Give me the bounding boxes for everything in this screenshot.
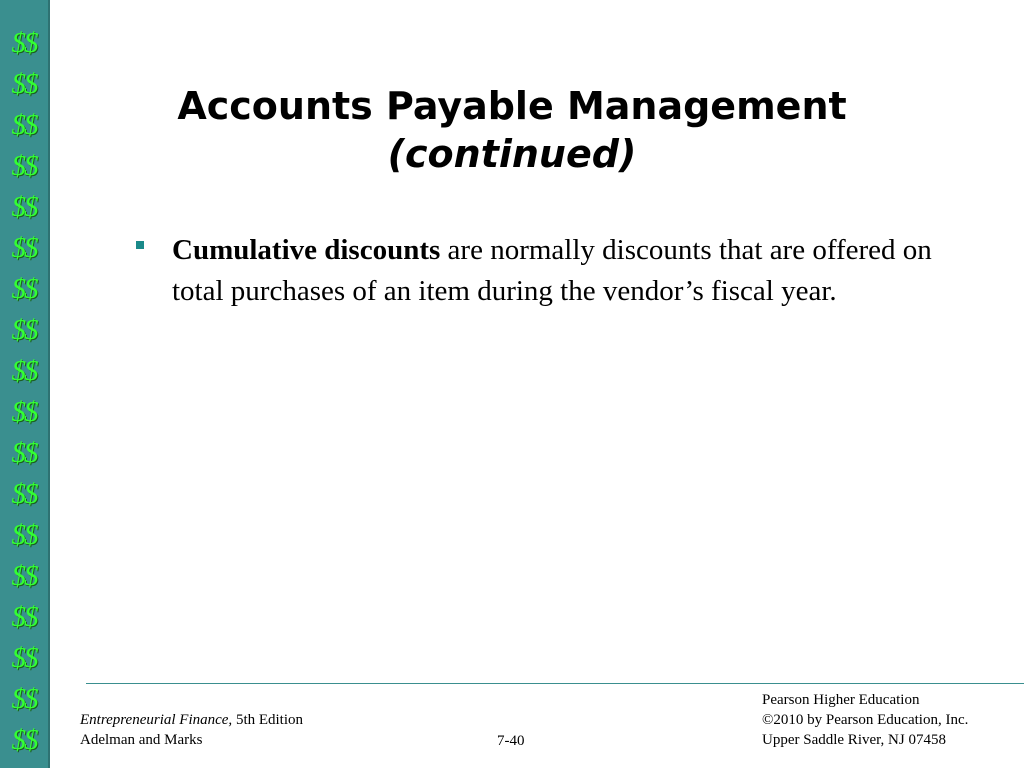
- page-number: 7-40: [497, 733, 525, 749]
- dollar-sign-glyph: $$: [11, 437, 37, 469]
- dollar-sign-glyph: $$: [11, 150, 37, 182]
- bullet-term: Cumulative discounts: [172, 234, 441, 266]
- dollar-sign-glyph: $$: [11, 601, 37, 633]
- publisher-address: Upper Saddle River, NJ 07458: [762, 732, 946, 748]
- square-bullet-icon: [136, 241, 144, 249]
- dollar-sign-glyph: $$: [11, 560, 37, 592]
- publisher-name: Pearson Higher Education: [762, 692, 920, 708]
- dollar-sign-glyph: $$: [11, 683, 37, 715]
- copyright-notice: ©2010 by Pearson Education, Inc.: [762, 712, 969, 728]
- dollar-sign-glyph: $$: [11, 109, 37, 141]
- dollar-sign-glyph: $$: [11, 724, 37, 756]
- dollar-sign-glyph: $$: [11, 68, 37, 100]
- book-title: Entrepreneurial Finance,: [80, 712, 233, 728]
- dollar-sign-glyph: $$: [11, 27, 37, 59]
- bullet-description: are normally discounts that are offered on total purchases of an item during the vendor’s fiscal year.: [172, 234, 932, 307]
- footer-publisher-info: [762, 690, 968, 750]
- dollar-sign-glyph: $$: [11, 396, 37, 428]
- book-authors: Adelman and Marks: [80, 732, 203, 748]
- slide-title: [60, 82, 964, 178]
- dollar-sign-glyph: $$: [11, 478, 37, 510]
- title-main: Accounts Payable Management: [177, 84, 847, 128]
- dollar-sign-glyph: $$: [11, 519, 37, 551]
- dollar-sign-glyph: $$: [11, 232, 37, 264]
- book-edition: 5th Edition: [232, 712, 304, 728]
- title-continued: (continued): [387, 132, 637, 176]
- footer-divider: [86, 683, 1024, 684]
- dollar-sign-glyph: $$: [11, 642, 37, 674]
- dollar-sign-glyph: $$: [11, 191, 37, 223]
- dollar-sign-glyph: $$: [11, 355, 37, 387]
- footer-book-info: [80, 710, 303, 750]
- dollar-sign-glyph: $$: [11, 314, 37, 346]
- dollar-sign-sidebar: [0, 0, 50, 768]
- dollar-sign-glyph: $$: [11, 273, 37, 305]
- bullet-item: [172, 230, 962, 312]
